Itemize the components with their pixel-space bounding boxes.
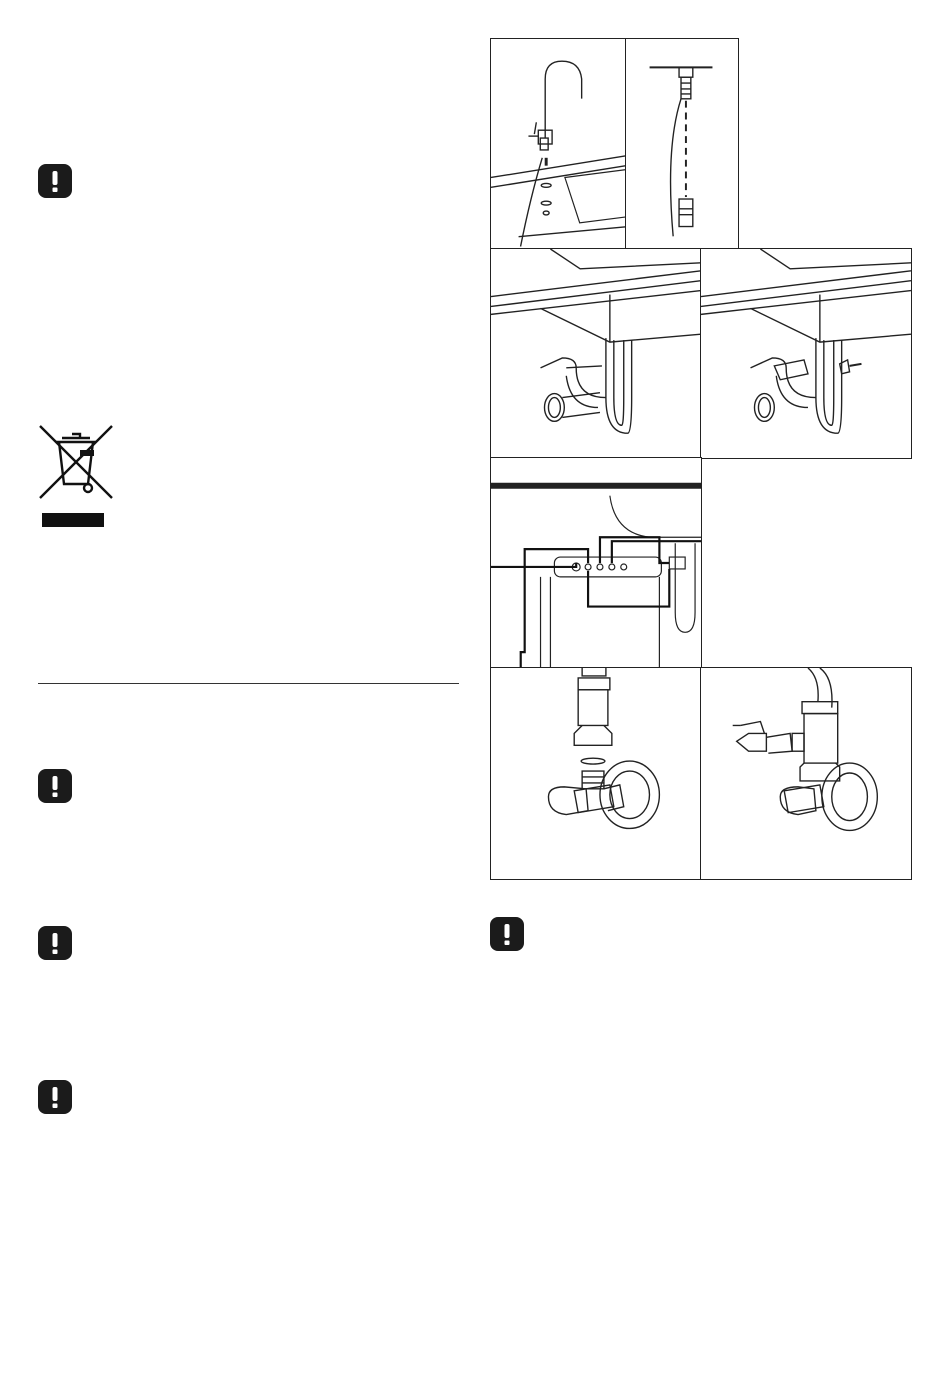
warning-icon <box>38 926 72 960</box>
valve-adapter-figure <box>490 667 702 880</box>
drain-clamp-figure <box>700 248 912 459</box>
warning-icon <box>38 164 72 198</box>
tubing-connection-figure <box>490 457 702 669</box>
valve-installed-figure <box>700 667 912 880</box>
section-divider <box>38 683 459 684</box>
warning-icon <box>38 1080 72 1114</box>
warning-icon <box>38 769 72 803</box>
faucet-mounting-figure <box>490 38 627 250</box>
weee-bar <box>42 513 104 527</box>
faucet-tube-detail-figure <box>625 38 739 250</box>
warning-icon <box>490 917 524 951</box>
drain-siphon-figure <box>490 248 702 459</box>
